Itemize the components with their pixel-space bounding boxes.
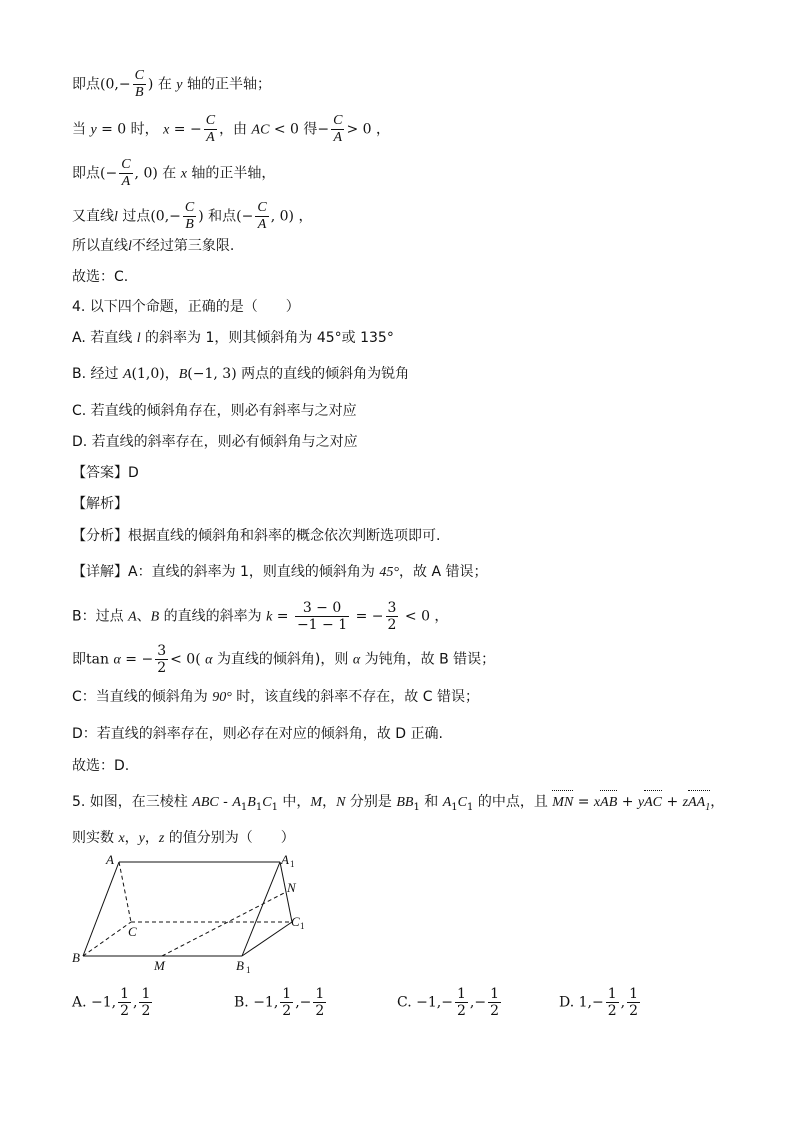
- option-letter: D.: [559, 994, 575, 1011]
- q4-option-b: B. 经过 A(1,0)，B(−1, 3) 两点的直线的倾斜角为锐角: [72, 366, 410, 382]
- text: ,: [620, 994, 626, 1011]
- text: 即: [72, 651, 86, 668]
- answer-line: [72, 463, 139, 483]
- text: 的值分别为（ ）: [168, 830, 295, 846]
- label-b1: B: [236, 958, 244, 973]
- answer-tag: 【答案】: [72, 465, 128, 481]
- text: 的直线的斜率为: [163, 608, 262, 625]
- text: 在: [157, 76, 172, 93]
- fraction: $\frac{1}{2}$: [315, 986, 325, 1019]
- fraction: $\frac{1}{2}$: [607, 986, 617, 1019]
- label-b1-sub: 1: [246, 965, 251, 973]
- text-line-3: 即点(− $\frac{C}{A}$ , 0) 在 x 轴的正半轴，: [72, 157, 276, 189]
- label-a1: A: [281, 852, 289, 867]
- prism-figure: [68, 848, 318, 973]
- text: 当: [72, 121, 86, 138]
- text: 两点的直线的倾斜角为锐角: [241, 366, 410, 382]
- text: −1,−: [416, 994, 453, 1011]
- text: ，故 A 错误；: [399, 564, 488, 580]
- fenxi-line: [72, 526, 440, 546]
- text: 分别是: [349, 794, 392, 810]
- text: A：直线的斜率为 1，则直线的倾斜角为: [128, 564, 375, 580]
- text: ,−: [295, 994, 312, 1011]
- label-m: M: [154, 958, 165, 973]
- fraction: $\frac{1}{2}$: [120, 986, 130, 1019]
- edge-b-c: [83, 922, 131, 956]
- q5-option-c: [397, 986, 503, 1019]
- fraction: $\frac{1}{2}$: [282, 986, 292, 1019]
- text: 所以直线: [72, 238, 128, 254]
- fraction: $\frac{C}{A}$: [121, 157, 131, 189]
- text: 轴的正半轴，: [191, 165, 276, 182]
- fraction: $\frac{3}{2}$: [387, 600, 397, 633]
- text-line-4: 又直线l 过点(0,− $\frac{C}{B}$ ) 和点(− $\frac{C}{A}$ , 0) ，: [72, 200, 313, 232]
- text: B. 经过: [72, 366, 119, 382]
- fraction: $\frac{3}{2}$: [157, 643, 167, 676]
- fraction: $\frac{C}{A}$: [205, 113, 216, 145]
- fraction: $\frac{C}{A}$: [333, 113, 343, 145]
- final-line: 故选：D.: [72, 758, 130, 774]
- text: ，: [298, 208, 313, 225]
- question-4-stem: 4. 以下四个命题，正确的是（ ）: [72, 299, 300, 315]
- text: 在: [162, 165, 177, 182]
- q4-option-a: A. 若直线 l 的斜率为 1，则其倾斜角为 45°或 135°: [72, 330, 394, 346]
- edge-a1-b1: [242, 862, 280, 956]
- fraction: $\frac{1}{2}$: [629, 986, 639, 1019]
- label-b: B: [72, 950, 80, 965]
- text: (: [195, 651, 201, 668]
- text: 则实数: [72, 830, 114, 846]
- text: 时，该直线的斜率不存在，故 C 错误；: [236, 689, 479, 705]
- text: 得: [303, 121, 318, 138]
- option-letter: C.: [397, 994, 412, 1011]
- edge-a-b: [83, 862, 119, 956]
- text: 5. 如图，在三棱柱: [72, 794, 188, 810]
- text: 和点: [208, 208, 237, 225]
- text: −1,: [91, 994, 117, 1011]
- fraction: $\frac{3 - 0}{-1 - 1}$: [296, 600, 348, 633]
- question-5-line2: 则实数 x，y，z 的值分别为（ ）: [72, 830, 295, 846]
- text: ,: [133, 994, 138, 1011]
- label-a: A: [106, 852, 114, 867]
- q5-option-b: [234, 986, 328, 1019]
- text: ,−: [469, 994, 487, 1011]
- detail-a-line: 【详解】A：直线的斜率为 1，则直线的倾斜角为 45°，故 A 错误；: [72, 564, 488, 580]
- text: 又直线: [72, 208, 114, 225]
- q4-option-d: D. 若直线的斜率存在，则必有倾斜角与之对应: [72, 434, 358, 450]
- detail-tag: 【详解】: [72, 564, 128, 580]
- fraction: $\frac{C}{A}$: [257, 200, 267, 232]
- text: 的斜率为 1，则其倾斜角为 45°或 135°: [145, 330, 394, 346]
- segment-m-n: [162, 892, 286, 956]
- text-line-6: 故选：C.: [72, 269, 129, 285]
- text: 为钝角，故 B 错误；: [364, 651, 496, 668]
- fraction: $\frac{C}{B}$: [134, 68, 144, 100]
- label-c1: C: [291, 914, 300, 929]
- text-line-1: 即点(0,− $\frac{C}{B}$ ) 在 y 轴的正半轴；: [72, 68, 271, 100]
- text: 的中点，且: [477, 794, 548, 810]
- q4-option-c: C. 若直线的倾斜角存在，则必有斜率与之对应: [72, 403, 357, 419]
- answer-value: D: [128, 465, 139, 481]
- text: 根据直线的倾斜角和斜率的概念依次判断选项即可.: [128, 528, 441, 544]
- detail-b2-line: 即tan α = − $\frac{3}{2}$ < 0( α 为直线的倾斜角)，则 α 为钝角，故 B 错误；: [72, 643, 496, 676]
- detail-c-line: C：当直线的倾斜角为 90° 时，该直线的斜率不存在，故 C 错误；: [72, 689, 479, 705]
- fraction: $\frac{1}{2}$: [141, 986, 151, 1019]
- text: ，: [376, 121, 391, 138]
- text: B：过点: [72, 608, 124, 625]
- q5-option-d: [559, 986, 642, 1019]
- fraction: $\frac{C}{B}$: [184, 200, 195, 232]
- edge-b1-c1: [242, 922, 292, 956]
- text: ，: [164, 366, 179, 382]
- text: 中，: [282, 794, 311, 810]
- text: ，由: [219, 121, 248, 138]
- fenxi-tag: 【分析】: [72, 528, 128, 544]
- text: 即点: [72, 165, 100, 182]
- text: ，: [710, 794, 725, 810]
- detail-d-line: D：若直线的斜率存在，则必存在对应的倾斜角，故 D 正确.: [72, 726, 443, 742]
- text: C：当直线的倾斜角为: [72, 689, 208, 705]
- option-letter: A.: [72, 994, 87, 1011]
- text: 时，: [130, 121, 159, 138]
- text: 轴的正半轴；: [186, 76, 271, 93]
- label-c1-sub: 1: [300, 921, 305, 931]
- fraction: $\frac{1}{2}$: [456, 986, 466, 1019]
- option-letter: B.: [234, 994, 249, 1011]
- q5-option-a: [72, 986, 154, 1019]
- edge-a-c: [119, 862, 131, 922]
- detail-b-line: B：过点 A、B 的直线的斜率为 k = $\frac{3 - 0}{-1 - 1}$ = − $\frac{3}{2}$ < 0 ，: [72, 600, 449, 633]
- text: 过点: [122, 208, 151, 225]
- fraction: $\frac{1}{2}$: [490, 986, 499, 1019]
- text-line-2: 当 y = 0 时， x = − $\frac{C}{A}$ ，由 AC < 0 得− $\frac{C}{A}$ > 0 ，: [72, 113, 391, 145]
- question-5-stem: 5. 如图，在三棱柱 ABC - $A_1B_1C_1$ 中，M，N 分别是 $BB_1$ 和 $A_1C_1$ 的中点，且 MN = xAB + yAC + zAA$_1$，: [72, 792, 724, 818]
- text: A. 若直线: [72, 330, 133, 346]
- label-n: N: [287, 880, 296, 895]
- analysis-tag: 【解析】: [72, 496, 128, 512]
- text: 不经过第三象限.: [131, 238, 235, 254]
- text-line-5: 所以直线l不经过第三象限.: [72, 238, 235, 254]
- text: 为直线的倾斜角)，则: [216, 651, 349, 668]
- label-c: C: [128, 924, 137, 939]
- label-a1-sub: 1: [290, 859, 295, 869]
- text: 和: [424, 794, 439, 810]
- text: −1,: [253, 994, 279, 1011]
- text: 即点: [72, 76, 100, 93]
- text: 1,−: [578, 994, 604, 1011]
